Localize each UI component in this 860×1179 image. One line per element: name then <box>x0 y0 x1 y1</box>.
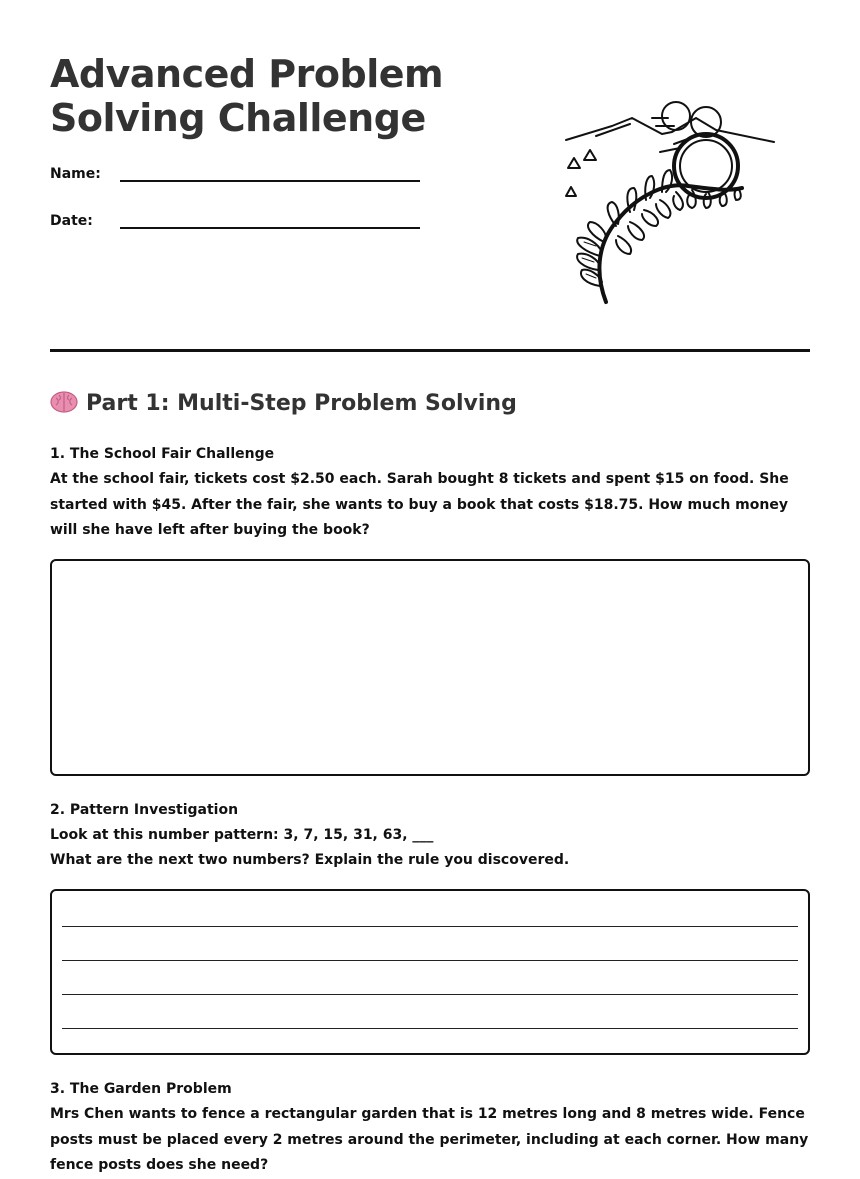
worksheet-title <box>50 52 510 140</box>
question-1-title: 1. The School Fair Challenge <box>50 446 275 462</box>
answer-line <box>62 994 798 995</box>
section-title-text: Part 1: Multi-Step Problem Solving <box>86 391 517 416</box>
question-1-text: At the school fair, tickets cost $2.50 each. Sarah bought 8 tickets and spent $15 on food. She started with $45. After the fair, she wants to buy a book that costs $18.75. How much money will she have left after buying the book? <box>50 471 789 538</box>
question-3-text: Mrs Chen wants to fence a rectangular garden that is 12 metres long and 8 metres wide. Fence posts must be placed every 2 metres around the perimeter, including at each corner. How many fence posts does she need? <box>50 1106 809 1173</box>
header-divider <box>50 349 810 352</box>
answer-line <box>62 926 798 927</box>
question-2-answer-box[interactable] <box>50 889 810 1055</box>
title-line-1: Advanced Problem <box>50 52 444 96</box>
question-1-answer-box[interactable] <box>50 559 810 776</box>
date-label: Date: <box>50 213 93 229</box>
question-3-title: 3. The Garden Problem <box>50 1081 232 1097</box>
name-label: Name: <box>50 166 101 182</box>
fern-sun-mountain-illustration <box>556 96 786 306</box>
title-line-2: Solving Challenge <box>50 96 426 140</box>
date-write-line[interactable] <box>120 227 420 229</box>
question-2-text-line-1: Look at this number pattern: 3, 7, 15, 31, 63, ___ <box>50 827 434 843</box>
name-write-line[interactable] <box>120 180 420 182</box>
worksheet-page <box>50 0 810 1173</box>
question-2-text-line-2: What are the next two numbers? Explain the rule you discovered. <box>50 852 570 868</box>
date-field <box>50 213 420 237</box>
answer-line <box>62 960 798 961</box>
section-title-part-1 <box>50 390 517 416</box>
question-2-title: 2. Pattern Investigation <box>50 802 239 818</box>
answer-line <box>62 1028 798 1029</box>
name-field <box>50 166 420 190</box>
brain-icon <box>50 390 78 414</box>
